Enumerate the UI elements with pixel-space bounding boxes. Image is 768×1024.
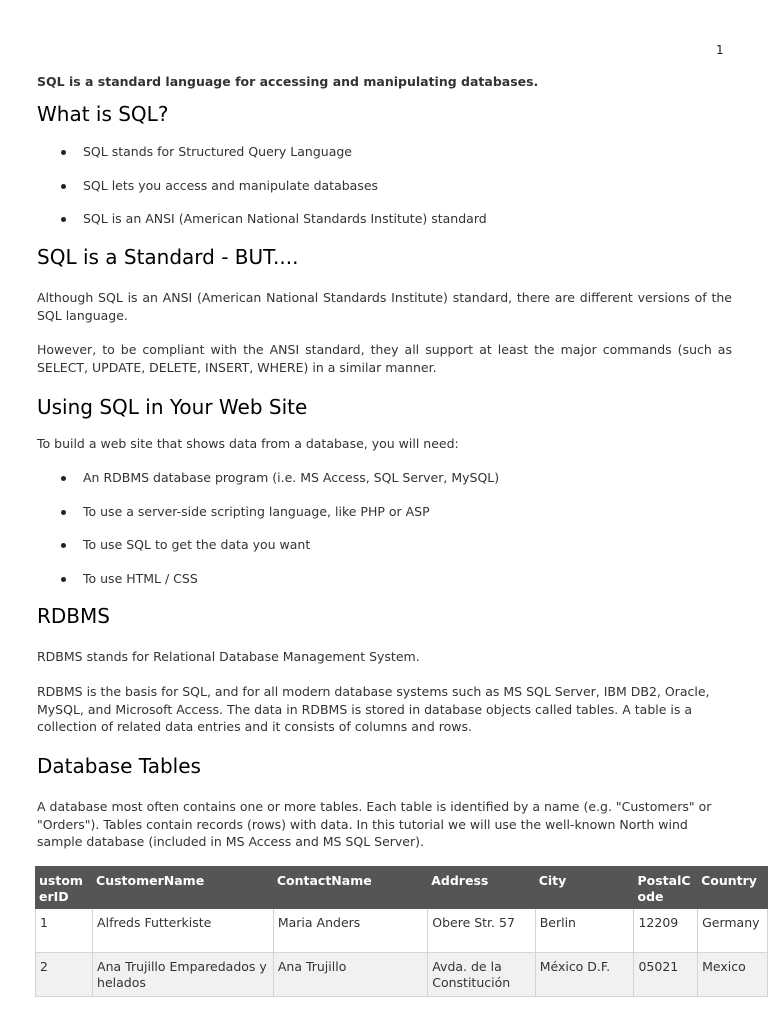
column-header: ContactName xyxy=(273,867,427,909)
table-header-row xyxy=(36,867,768,909)
table-cell: Ana Trujillo xyxy=(273,953,427,997)
list-item: SQL stands for Structured Query Language xyxy=(37,144,737,178)
table-cell: 2 xyxy=(36,953,93,997)
table-cell: Alfreds Futterkiste xyxy=(93,909,274,953)
paragraph-standard-2: However, to be compliant with the ANSI standard, they all support at least the major commands (such as SELECT, UPDATE, DELETE, INSERT, WHERE) in a similar manner. xyxy=(37,342,732,375)
table-cell: 1 xyxy=(36,909,93,953)
column-header: Address xyxy=(428,867,535,909)
table-row xyxy=(36,953,768,997)
paragraph-database-tables: A database most often contains one or more tables. Each table is identified by a name (e.g. "Customers" or "Orders"). Tables contain records (rows) with data. In this tutorial we will use the well-known North wind sample database (included in MS Access and MS SQL Server). xyxy=(37,799,712,849)
paragraph-rdbms-1: RDBMS stands for Relational Database Management System. xyxy=(37,649,420,664)
column-header: City xyxy=(535,867,634,909)
table-cell: Mexico xyxy=(698,953,768,997)
heading-database-tables: Database Tables xyxy=(37,754,201,778)
intro-text: SQL is a standard language for accessing and manipulating databases. xyxy=(37,74,539,89)
table-cell: México D.F. xyxy=(535,953,634,997)
page-number: 1 xyxy=(716,43,724,57)
heading-what-is-sql: What is SQL? xyxy=(37,102,169,126)
list-item: To use a server-side scripting language, like PHP or ASP xyxy=(37,504,737,538)
table-cell: Berlin xyxy=(535,909,634,953)
column-header: Country xyxy=(698,867,768,909)
paragraph-standard-1: Although SQL is an ANSI (American National Standards Institute) standard, there are different versions of the SQL language. xyxy=(37,290,732,323)
column-header: ustom erID xyxy=(36,867,93,909)
heading-sql-standard: SQL is a Standard - BUT.... xyxy=(37,245,299,269)
paragraph-web-site-lead: To build a web site that shows data from a database, you will need: xyxy=(37,436,459,451)
table-cell: Avda. de la Constitución xyxy=(428,953,535,997)
list-item: To use SQL to get the data you want xyxy=(37,537,737,571)
list-item: SQL lets you access and manipulate databases xyxy=(37,178,737,212)
table-cell: 05021 xyxy=(634,953,698,997)
table-cell: 12209 xyxy=(634,909,698,953)
table-row xyxy=(36,909,768,953)
customers-table xyxy=(35,866,768,997)
paragraph-rdbms-2: RDBMS is the basis for SQL, and for all modern database systems such as MS SQL Server, IBM DB2, Oracle, MySQL, and Microsoft Access. The data in RDBMS is stored in database objects called tables. A table is a collection of related data entries and it consists of columns and rows. xyxy=(37,684,710,734)
column-header: CustomerName xyxy=(93,867,274,909)
table-cell: Germany xyxy=(698,909,768,953)
table-cell: Obere Str. 57 xyxy=(428,909,535,953)
web-site-list xyxy=(37,470,737,604)
heading-rdbms: RDBMS xyxy=(37,604,110,628)
column-header: PostalC ode xyxy=(634,867,698,909)
list-item: An RDBMS database program (i.e. MS Access, SQL Server, MySQL) xyxy=(37,470,737,504)
heading-using-sql-web-site: Using SQL in Your Web Site xyxy=(37,395,308,419)
list-item: SQL is an ANSI (American National Standards Institute) standard xyxy=(37,211,737,245)
table-cell: Ana Trujillo Emparedados y helados xyxy=(93,953,274,997)
table-cell: Maria Anders xyxy=(273,909,427,953)
list-item: To use HTML / CSS xyxy=(37,571,737,605)
what-is-sql-list xyxy=(37,144,737,245)
